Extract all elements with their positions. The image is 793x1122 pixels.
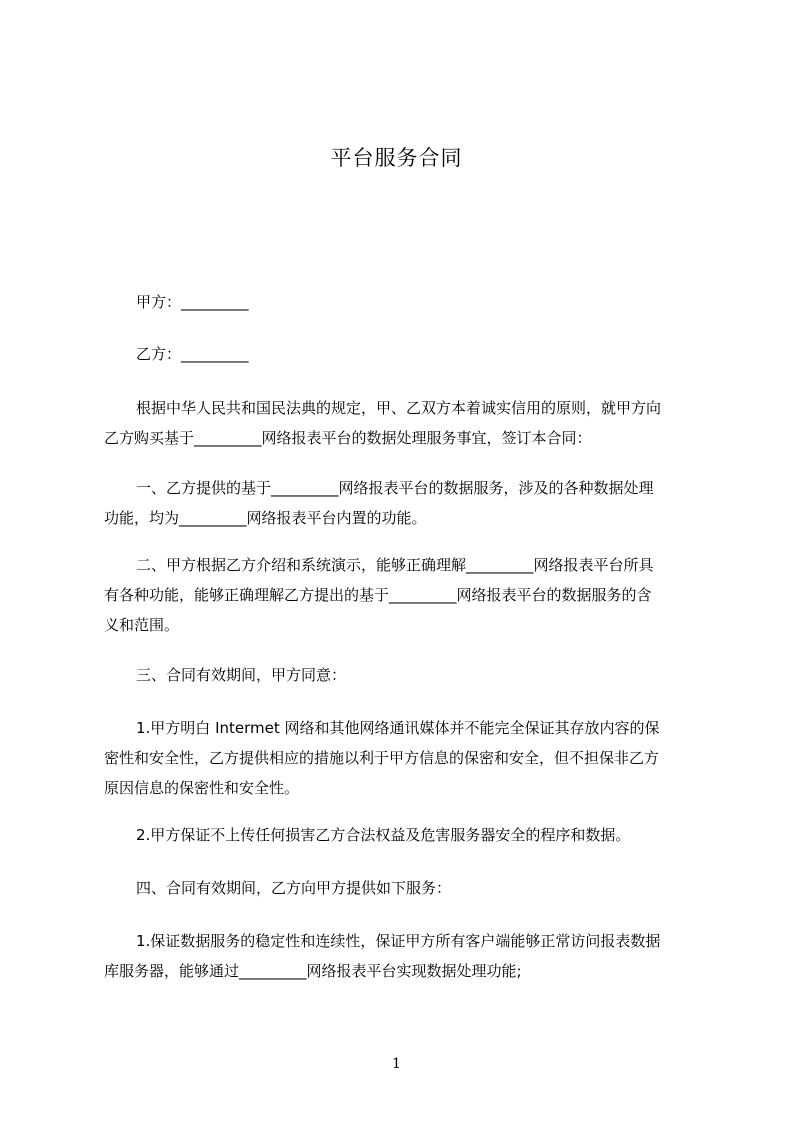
clause-4-item-1 [104, 926, 704, 986]
clause-3-item-1 [104, 713, 704, 803]
clause-1-line-2: 功能，均为_________网络报表平台内置的功能。 [104, 509, 427, 527]
party-b-line [104, 339, 704, 369]
intro-paragraph [104, 393, 704, 453]
party-a-text: 甲方：_________ [136, 293, 249, 311]
intro-line-2: 乙方购买基于_________网络报表平台的数据处理服务事宜，签订本合同： [104, 429, 592, 447]
clause-2-line-2: 有各种功能，能够正确理解乙方提出的基于_________网络报表平台的数据服务的含 [104, 586, 652, 604]
clause-3-item-1-line-3: 原因信息的保密性和安全性。 [104, 779, 300, 797]
clause-1-paragraph [104, 473, 704, 533]
document-title: 平台服务合同 [330, 146, 463, 170]
clause-3-heading-text: 三、合同有效期间，甲方同意： [136, 666, 347, 684]
clause-4-item-1-line-1: 1.保证数据服务的稳定性和连续性，保证甲方所有客户端能够正常访问报表数据 [136, 932, 661, 950]
clause-3-item-1-line-2: 密性和安全性，乙方提供相应的措施以利于甲方信息的保密和安全，但不担保非乙方 [104, 749, 660, 767]
clause-4-heading [104, 873, 704, 903]
clause-2-line-1: 二、甲方根据乙方介绍和系统演示，能够正确理解_________网络报表平台所具 [136, 556, 654, 574]
clause-3-item-1-line-1: 1.甲方明白 Intermet 网络和其他网络通讯媒体并不能完全保证其存放内容的保 [136, 719, 660, 737]
clause-2-line-3: 义和范围。 [104, 616, 180, 634]
party-b-text: 乙方：_________ [136, 345, 249, 363]
clause-3-item-2 [104, 820, 704, 850]
clause-4-item-1-line-2: 库服务器，能够通过_________网络报表平台实现数据处理功能; [104, 962, 522, 980]
clause-4-heading-text: 四、合同有效期间，乙方向甲方提供如下服务： [136, 879, 452, 897]
clause-2-paragraph [104, 550, 704, 640]
clause-1-line-1: 一、乙方提供的基于_________网络报表平台的数据服务，涉及的各种数据处理 [136, 479, 654, 497]
party-a-line [104, 287, 704, 317]
clause-3-heading [104, 660, 704, 690]
intro-line-1: 根据中华人民共和国民法典的规定，甲、乙双方本着诚实信用的原则，就甲方向 [136, 399, 662, 417]
clause-3-item-2-text: 2.甲方保证不上传任何损害乙方合法权益及危害服务器安全的程序和数据。 [136, 826, 631, 844]
page-number: 1 [392, 1056, 401, 1072]
